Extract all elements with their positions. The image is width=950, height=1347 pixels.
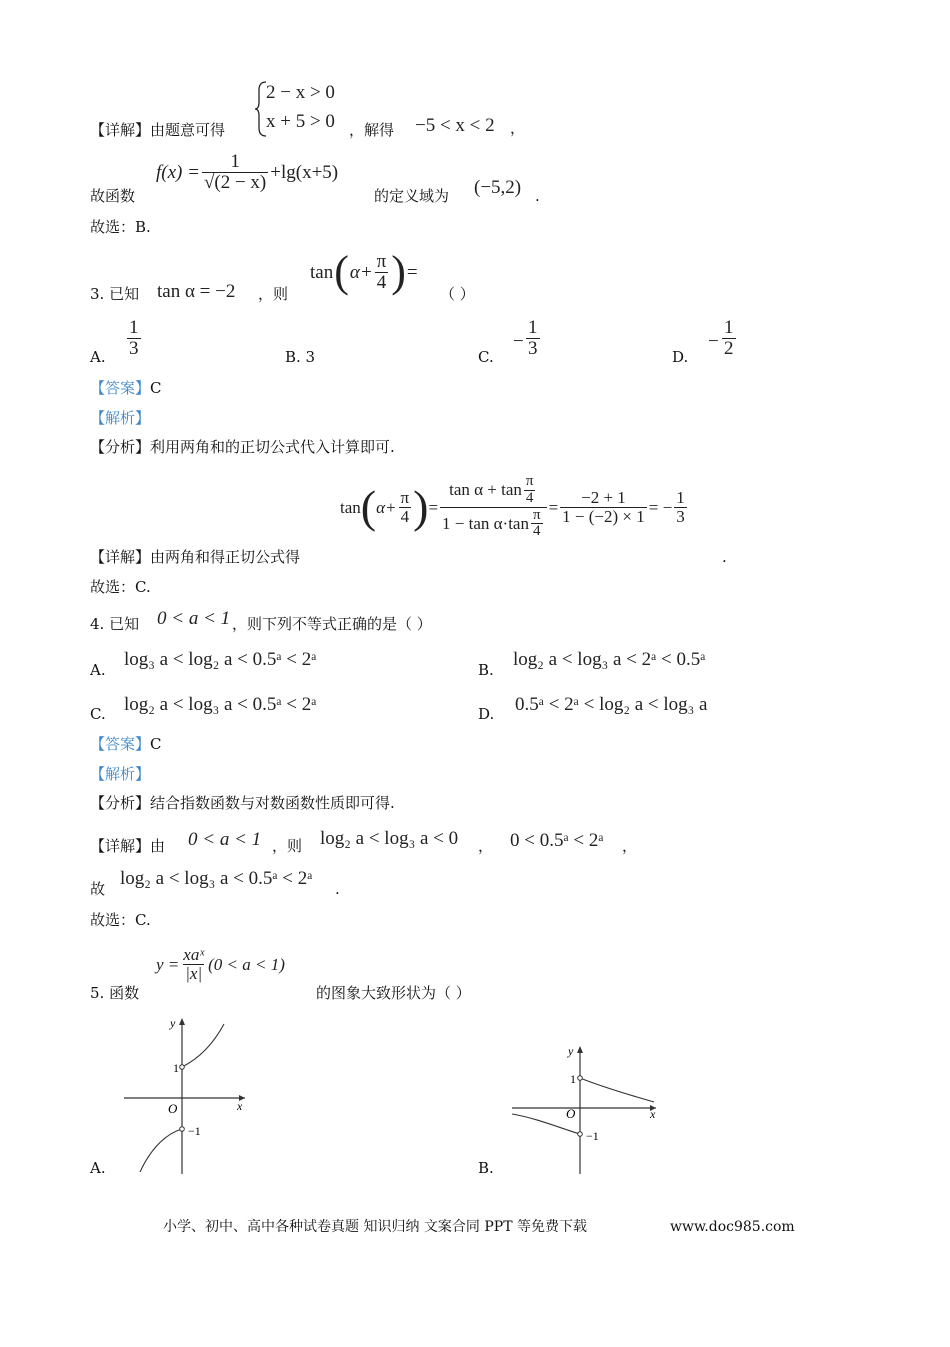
system-line-2: x + 5 > 0 (266, 111, 335, 132)
solution-expr: −5 < x < 2 (415, 115, 495, 136)
q4-so: 故 (90, 880, 106, 898)
tan-label: tan (310, 261, 334, 283)
q4-option-c-expr: log₂ a < log₃ a < 0.5ᵃ < 2ᵃ (124, 694, 317, 715)
solve-text: ，解得 (349, 121, 395, 139)
alpha-term: α+ (349, 261, 373, 283)
f-label: f(x) = (156, 161, 200, 183)
q5-graph-b-label: B. (478, 1159, 494, 1177)
q4-option-b: B. (478, 661, 494, 679)
svg-text:y: y (170, 1016, 176, 1030)
q3-expression (310, 247, 418, 296)
q3-option-d-sign: − (708, 331, 719, 352)
q3-analysis: 【解析】 (90, 409, 151, 427)
svg-text:y: y (568, 1044, 574, 1058)
q3-option-a-value: $\frac{1}{3}$ (129, 317, 139, 359)
q3-given: tan α = −2 (157, 281, 236, 302)
q3-choose: 故选：C. (90, 578, 151, 596)
q4-detail-expr2: 0 < 0.5ᵃ < 2ᵃ (510, 830, 604, 851)
q4-option-a: A. (90, 661, 106, 679)
system-line-1: 2 − x > 0 (266, 82, 335, 103)
domain-text: 的定义域为 (374, 187, 450, 205)
q4-prefix: 4. 已知 (90, 615, 140, 633)
choose-b: 故选：B. (90, 218, 151, 236)
q4-so-expr: log₂ a < log₃ a < 0.5ᵃ < 2ᵃ (120, 868, 313, 889)
q4-so-end: . (335, 880, 340, 898)
q5-graph-a-label: A. (90, 1159, 106, 1177)
svg-text:−1: −1 (188, 1124, 201, 1138)
four: 4 (376, 271, 387, 293)
svg-text:x: x (650, 1107, 656, 1121)
q4-detail-prefix: 【详解】由 (90, 837, 166, 855)
footer-text: 小学、初中、高中各种试卷真题 知识归纳 文案合同 PPT 等免费下载 (163, 1219, 587, 1235)
svg-text:1: 1 (570, 1072, 576, 1086)
equals: = (406, 261, 418, 283)
q4-detail-given: 0 < a < 1 (188, 829, 262, 850)
lg-term: +lg(x+5) (270, 161, 339, 183)
q3-then: ，则 (258, 285, 289, 303)
q4-choose: 故选：C. (90, 911, 151, 929)
function-def (156, 152, 338, 193)
q3-fenxi: 【分析】利用两角和的正切公式代入计算即可. (90, 438, 395, 456)
graph-a (118, 1012, 258, 1177)
q4-detail-then: ，则 (272, 837, 303, 855)
svg-text:−1: −1 (586, 1129, 599, 1143)
q4-answer: 【答案】C (90, 735, 162, 753)
svg-text:x: x (237, 1099, 243, 1113)
q3-detail-end: . (722, 548, 727, 566)
domain-expr: (−5,2) (474, 177, 522, 198)
q3-prefix: 3. 已知 (90, 285, 140, 303)
q3-option-a: A. (90, 348, 106, 366)
left-paren: ( (334, 247, 349, 296)
q5-question: 的图象大致形状为（ ） (316, 984, 471, 1002)
svg-text:1: 1 (173, 1061, 179, 1075)
q3-option-d: D. (672, 348, 689, 366)
q4-analysis: 【解析】 (90, 765, 151, 783)
q4-given: 0 < a < 1 (157, 608, 231, 629)
q4-detail-end: ， (622, 837, 638, 855)
q4-option-b-expr: log₂ a < log₃ a < 2ᵃ < 0.5ᵃ (513, 649, 706, 670)
q5-function: y = $\frac{\text{xaˣ}}{|x|}$ (0 < a < 1) (156, 945, 285, 983)
svg-text:O: O (566, 1106, 576, 1121)
right-paren: ) (391, 247, 406, 296)
footer-link[interactable]: www.doc985.com (670, 1219, 795, 1235)
svg-text:O: O (168, 1101, 178, 1116)
q3-option-d-value: $\frac{1}{2}$ (724, 317, 734, 359)
q4-option-d: D. (478, 705, 495, 723)
q4-option-d-expr: 0.5ᵃ < 2ᵃ < log₂ a < log₃ a (515, 694, 708, 715)
q3-detail: 【详解】由两角和得正切公式得 (90, 548, 301, 566)
q3-formula: tan ( α+ $\frac{\pi}{4}$ ) = tan α + tan $\frac{\pi}{4}$ 1 − tan α·tan $\frac{\pi}{4}$ = $\frac{-2 + 1}{1 - (-2) \times 1}$ = − $\frac{1}{3}$ (340, 473, 685, 540)
fraction (202, 152, 268, 193)
q5-prefix: 5. 函数 (90, 984, 140, 1002)
q4-detail-comma: ， (478, 837, 494, 855)
detail-label: 【详解】由题意可得 (90, 121, 226, 139)
q3-option-c-sign: − (513, 331, 524, 352)
q4-fenxi: 【分析】结合指数函数与对数函数性质即可得. (90, 794, 395, 812)
q3-option-c: C. (478, 348, 494, 366)
q4-option-a-expr: log₃ a < log₂ a < 0.5ᵃ < 2ᵃ (124, 649, 317, 670)
q3-option-b: B. 3 (285, 348, 316, 366)
q3-answer: 【答案】C (90, 379, 162, 397)
function-text: 故函数 (90, 187, 136, 205)
q3-option-c-value: $\frac{1}{3}$ (528, 317, 538, 359)
period: . (535, 187, 540, 205)
q3-paren: （ ） (440, 285, 475, 303)
comma: ， (510, 119, 526, 137)
graph-b (508, 1042, 663, 1177)
denominator: √(2 − x) (203, 171, 267, 193)
q4-option-c: C. (90, 705, 106, 723)
numerator: 1 (230, 151, 240, 172)
pi: π (376, 250, 387, 272)
q4-question: ，则下列不等式正确的是（ ） (232, 615, 432, 633)
q4-detail-expr1: log₂ a < log₃ a < 0 (320, 828, 459, 849)
